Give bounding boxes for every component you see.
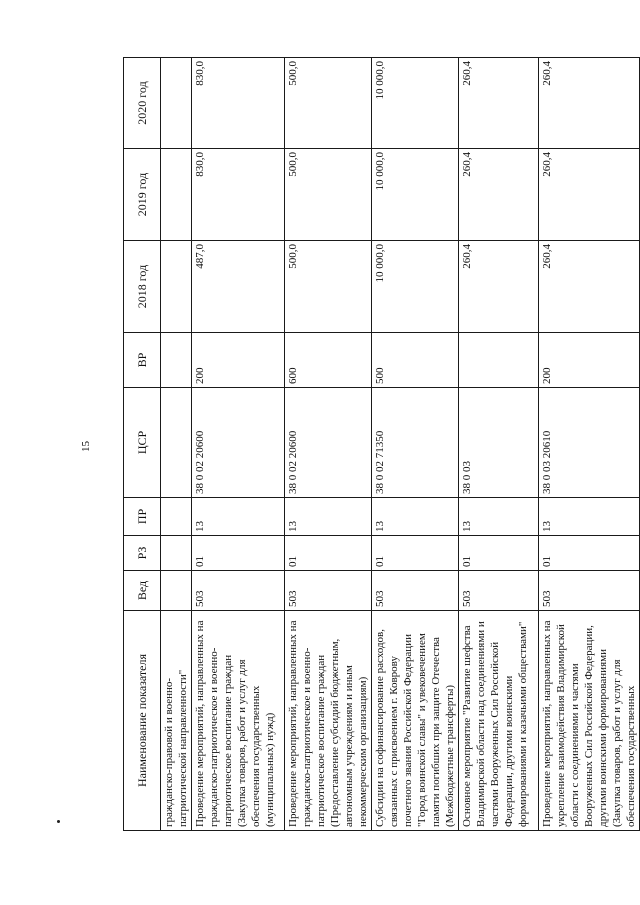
cell-name: Проведение мероприятий, направленных на гражданско-патриотическое и военно-патриотическое воспитание граждан (Закупка товаров, работ и услуг для обеспечения государственных (муниципальных) нужд) (192, 611, 285, 831)
table-row (285, 58, 372, 831)
cell-vr: 200 (539, 333, 640, 388)
cell-csr: 38 0 03 20610 (539, 388, 640, 498)
table-header-row (124, 58, 161, 831)
cell-2018: 487,0 (192, 241, 285, 333)
cell-vr (161, 333, 192, 388)
cell-rz: 01 (285, 536, 372, 571)
cell-name: Основное мероприятие "Развитие шефства Владимирской области над соединениями и частями Вооруженных Сил Российской Федерации, другими воинскими формированиями и казачьими обществами" (459, 611, 539, 831)
cell-2020: 830,0 (192, 58, 285, 149)
header-pr: ПР (124, 498, 161, 536)
cell-csr: 38 0 02 71350 (372, 388, 459, 498)
cell-name: Проведение мероприятий, направленных на гражданско-патриотическое и военно-патриотическое воспитание граждан (Предоставление субсидий бюджетным, автономным учреждениям и иным некоммерческим организациям) (285, 611, 372, 831)
cell-pr: 13 (539, 498, 640, 536)
table-row (161, 58, 192, 831)
cell-pr (161, 498, 192, 536)
cell-name: Субсидии на софинансирование расходов, связанных с присвоением г. Коврову почетного звания Российской Федерации "Город воинской славы" и увековечением памяти погибших при защите Отечества (Межбюджетные трансферты) (372, 611, 459, 831)
cell-vr: 600 (285, 333, 372, 388)
cell-rz: 01 (539, 536, 640, 571)
table-row (539, 58, 640, 831)
cell-ved: 503 (459, 571, 539, 611)
cell-ved: 503 (539, 571, 640, 611)
header-name: Наименование показателя (124, 611, 161, 831)
cell-ved (161, 571, 192, 611)
cell-rz: 01 (192, 536, 285, 571)
cell-2019: 830,0 (192, 149, 285, 241)
cell-ved: 503 (285, 571, 372, 611)
cell-csr: 38 0 02 20600 (285, 388, 372, 498)
cell-pr: 13 (285, 498, 372, 536)
table-row (192, 58, 285, 831)
cell-2020: 10 000,0 (372, 58, 459, 149)
cell-2018: 260,4 (459, 241, 539, 333)
cell-rz: 01 (459, 536, 539, 571)
budget-table-container (123, 58, 637, 831)
cell-2020: 260,4 (539, 58, 640, 149)
page-number: 15 (80, 441, 92, 452)
cell-pr: 13 (372, 498, 459, 536)
table-row (372, 58, 459, 831)
cell-csr (161, 388, 192, 498)
header-rz: РЗ (124, 536, 161, 571)
cell-pr: 13 (192, 498, 285, 536)
cell-name: Проведение мероприятий, направленных на укрепление взаимодействия Владимирской области с соединениями и частями Вооруженных Сил Российской Федерации, другими воинскими формированиями (Закупка товаров, работ и услуг для обеспечения государственных (539, 611, 640, 831)
cell-2020: 500,0 (285, 58, 372, 149)
cell-vr: 500 (372, 333, 459, 388)
cell-2018: 260,4 (539, 241, 640, 333)
header-vr: ВР (124, 333, 161, 388)
cell-csr: 38 0 03 (459, 388, 539, 498)
cell-vr: 200 (192, 333, 285, 388)
cell-2019: 260,4 (459, 149, 539, 241)
cell-pr: 13 (459, 498, 539, 536)
cell-2018: 500,0 (285, 241, 372, 333)
cell-2019 (161, 149, 192, 241)
cell-2019: 260,4 (539, 149, 640, 241)
header-csr: ЦСР (124, 388, 161, 498)
scan-speck (57, 820, 60, 823)
header-ved: Вед (124, 571, 161, 611)
cell-name: гражданско-правовой и военно-патриотической направленности" (161, 611, 192, 831)
cell-rz (161, 536, 192, 571)
table-row (459, 58, 539, 831)
cell-2018 (161, 241, 192, 333)
header-2019: 2019 год (124, 149, 161, 241)
cell-ved: 503 (372, 571, 459, 611)
budget-table (123, 57, 640, 831)
header-2020: 2020 год (124, 58, 161, 149)
cell-2020 (161, 58, 192, 149)
cell-2018: 10 000,0 (372, 241, 459, 333)
cell-csr: 38 0 02 20600 (192, 388, 285, 498)
cell-rz: 01 (372, 536, 459, 571)
cell-vr (459, 333, 539, 388)
cell-ved: 503 (192, 571, 285, 611)
cell-2019: 500,0 (285, 149, 372, 241)
cell-2019: 10 000,0 (372, 149, 459, 241)
cell-2020: 260,4 (459, 58, 539, 149)
header-2018: 2018 год (124, 241, 161, 333)
